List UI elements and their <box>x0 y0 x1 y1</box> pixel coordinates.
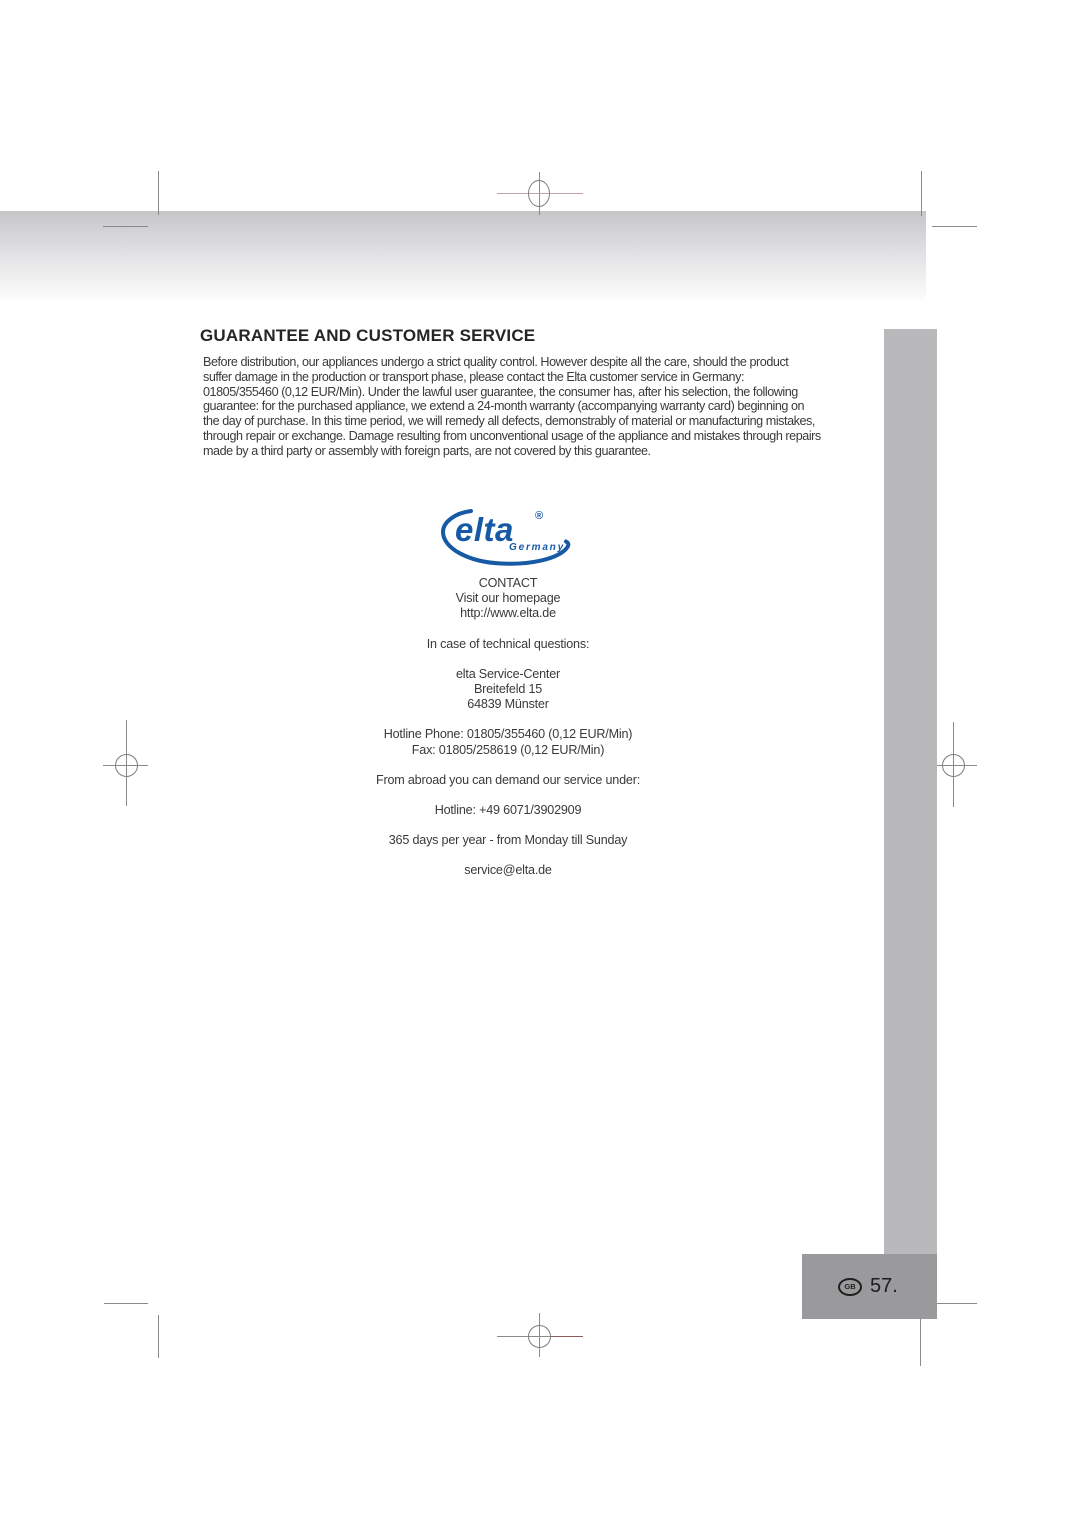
contact-line: 64839 Münster <box>467 697 549 712</box>
contact-line: Visit our homepage <box>455 591 561 606</box>
paragraph-line: Before distribution, our appliances undergo a strict quality control. However despite all the care, should the product <box>203 355 789 369</box>
crop-mark-top-right-horizontal <box>932 226 977 227</box>
crop-mark-top-left-vertical <box>158 171 159 215</box>
contact-group <box>168 637 848 652</box>
crop-mark-bottom-left-horizontal <box>104 1303 148 1304</box>
elta-logo <box>441 503 575 573</box>
crop-mark-bottom-right-horizontal <box>933 1303 977 1304</box>
registration-circle-left <box>115 754 138 777</box>
contact-group <box>168 667 848 713</box>
page-number-box <box>802 1254 937 1319</box>
contact-group <box>168 833 848 848</box>
contact-line: Fax: 01805/258619 (0,12 EUR/Min) <box>411 742 605 757</box>
top-gradient-band <box>0 211 926 301</box>
contact-line: Hotline: +49 6071/3902909 <box>434 803 582 818</box>
contact-line: From abroad you can demand our service under: <box>375 772 640 787</box>
contact-group <box>168 576 848 622</box>
paragraph-line: suffer damage in the production or transport phase, please contact the Elta customer service in Germany: <box>203 369 744 384</box>
page-number: 57. <box>870 1275 898 1297</box>
guarantee-paragraph <box>203 355 821 459</box>
contact-line: Hotline Phone: 01805/355460 (0,12 EUR/Min) <box>383 727 633 742</box>
registration-circle-bottom <box>528 1325 551 1348</box>
paragraph-line: 01805/355460 (0,12 EUR/Min). Under the lawful user guarantee, the consumer has, after his selection, the following <box>203 384 798 399</box>
contact-group <box>168 727 848 757</box>
right-sidebar-bar <box>884 329 937 1254</box>
contact-block <box>168 576 848 894</box>
registration-circle-right <box>942 754 965 777</box>
contact-line: 365 days per year - from Monday till Sunday <box>388 833 628 848</box>
contact-line: elta Service-Center <box>456 666 560 681</box>
logo-registered-icon: ® <box>535 510 544 522</box>
registration-circle-top <box>528 180 550 207</box>
contact-line: CONTACT <box>478 576 538 590</box>
crop-mark-top-left-horizontal <box>103 226 148 227</box>
logo-wordmark: elta <box>455 511 514 548</box>
contact-line: In case of technical questions: <box>426 636 590 651</box>
gb-locale-badge: GB <box>838 1278 862 1296</box>
registration-mark-bottom-horizontal-red <box>550 1336 583 1337</box>
contact-line: Breitefeld 15 <box>473 682 543 697</box>
paragraph-line: through repair or exchange. Damage resulting from unconventional usage of the appliance and mistakes through repairs <box>203 428 821 443</box>
crop-mark-bottom-right-vertical <box>920 1319 921 1366</box>
logo-country-label: Germany <box>509 542 565 553</box>
contact-line: service@elta.de <box>464 863 552 878</box>
contact-group <box>168 863 848 878</box>
contact-line: http://www.elta.de <box>460 606 556 621</box>
crop-mark-bottom-left-vertical <box>158 1315 159 1358</box>
crop-mark-top-right-vertical <box>921 171 922 216</box>
paragraph-line: guarantee: for the purchased appliance, we extend a 24-month warranty (accompanying warranty card) beginning on <box>203 399 805 414</box>
page-title: GUARANTEE AND CUSTOMER SERVICE <box>200 326 536 345</box>
paragraph-line: made by a third party or assembly with foreign parts, are not covered by this guarantee. <box>203 443 651 458</box>
contact-group <box>168 803 848 818</box>
paragraph-line: the day of purchase. In this time period, we will remedy all defects, demonstrably of material or manufacturing mistakes, <box>203 414 815 429</box>
contact-group <box>168 773 848 788</box>
